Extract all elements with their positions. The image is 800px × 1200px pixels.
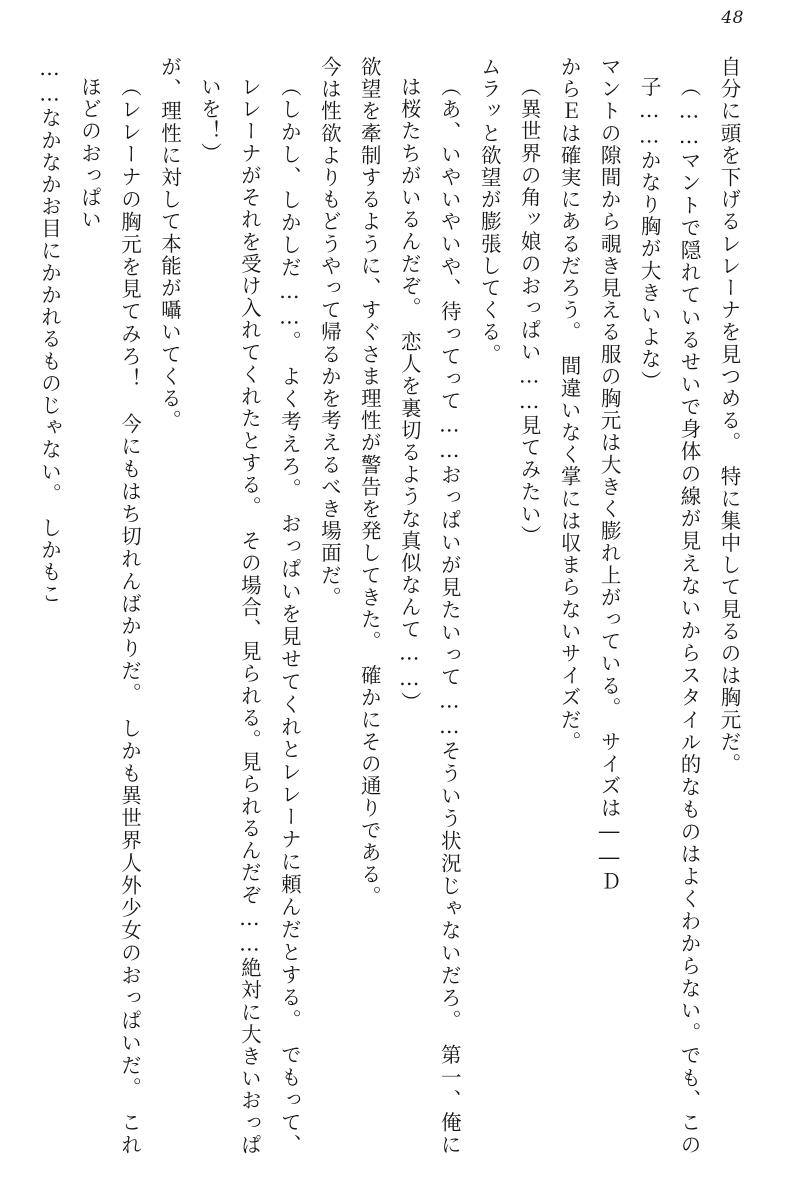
paragraph: からＥは確実にあるだろう。 間違いなく掌には収まらないサイズだ。 bbox=[557, 56, 582, 753]
paragraph: ムラッと欲望が膨張してくる。 bbox=[477, 56, 502, 366]
page-body-text bbox=[37, 56, 748, 1156]
paragraph: ……なかなかお目にかかれるものじゃない。 しかもこ bbox=[37, 56, 62, 606]
paragraph: マントの隙間から覗き見える服の胸元は大きく膨れ上がっている。 サイズは――Ｄ bbox=[597, 56, 622, 893]
paragraph: （異世界の角ッ娘のおっぱい……見てみたい） bbox=[517, 76, 542, 548]
paragraph: （あ、いやいやいや、待ってって……おっぱいが見たいって……そういう状況じゃないだろ。 第一、俺には桜たちがいるんだぞ。 恋人を裏切るような真似なんて……） bbox=[397, 76, 462, 1156]
paragraph: 欲望を牽制するように、すぐさま理性が警告を発してきた。 確かにその通りである。 bbox=[357, 56, 382, 908]
page-number: 48 bbox=[721, 8, 744, 28]
paragraph: が、理性に対して本能が囁いてくる。 bbox=[157, 56, 182, 432]
paragraph: 自分に頭を下げるレレーナを見つめる。 特に集中して見るのは胸元だ。 bbox=[717, 56, 741, 776]
paragraph: （しかし、しかしだ……。 よく考えろ。 おっぱいを見せてくれとレレーナに頼んだとする。 でもって、レレーナがそれを受け入れてくれたとする。 その場合、見られる。見られるんだぞ……絶対に大きいおっぱいを！） bbox=[197, 76, 302, 1156]
paragraph: 今は性欲よりもどうやって帰るかを考えるべき場面だ。 bbox=[317, 56, 342, 609]
paragraph: （レレーナの胸元を見てみろ！ 今にもはち切れんばかりだ。 しかも異世界人外少女のおっぱいだ。 これほどのおっぱい bbox=[77, 76, 142, 1156]
paragraph: （……マントで隠れているせいで身体の線が見えないからスタイル的なものはよくわからない。でも、この子……かなり胸が大きいよな） bbox=[637, 76, 702, 1156]
